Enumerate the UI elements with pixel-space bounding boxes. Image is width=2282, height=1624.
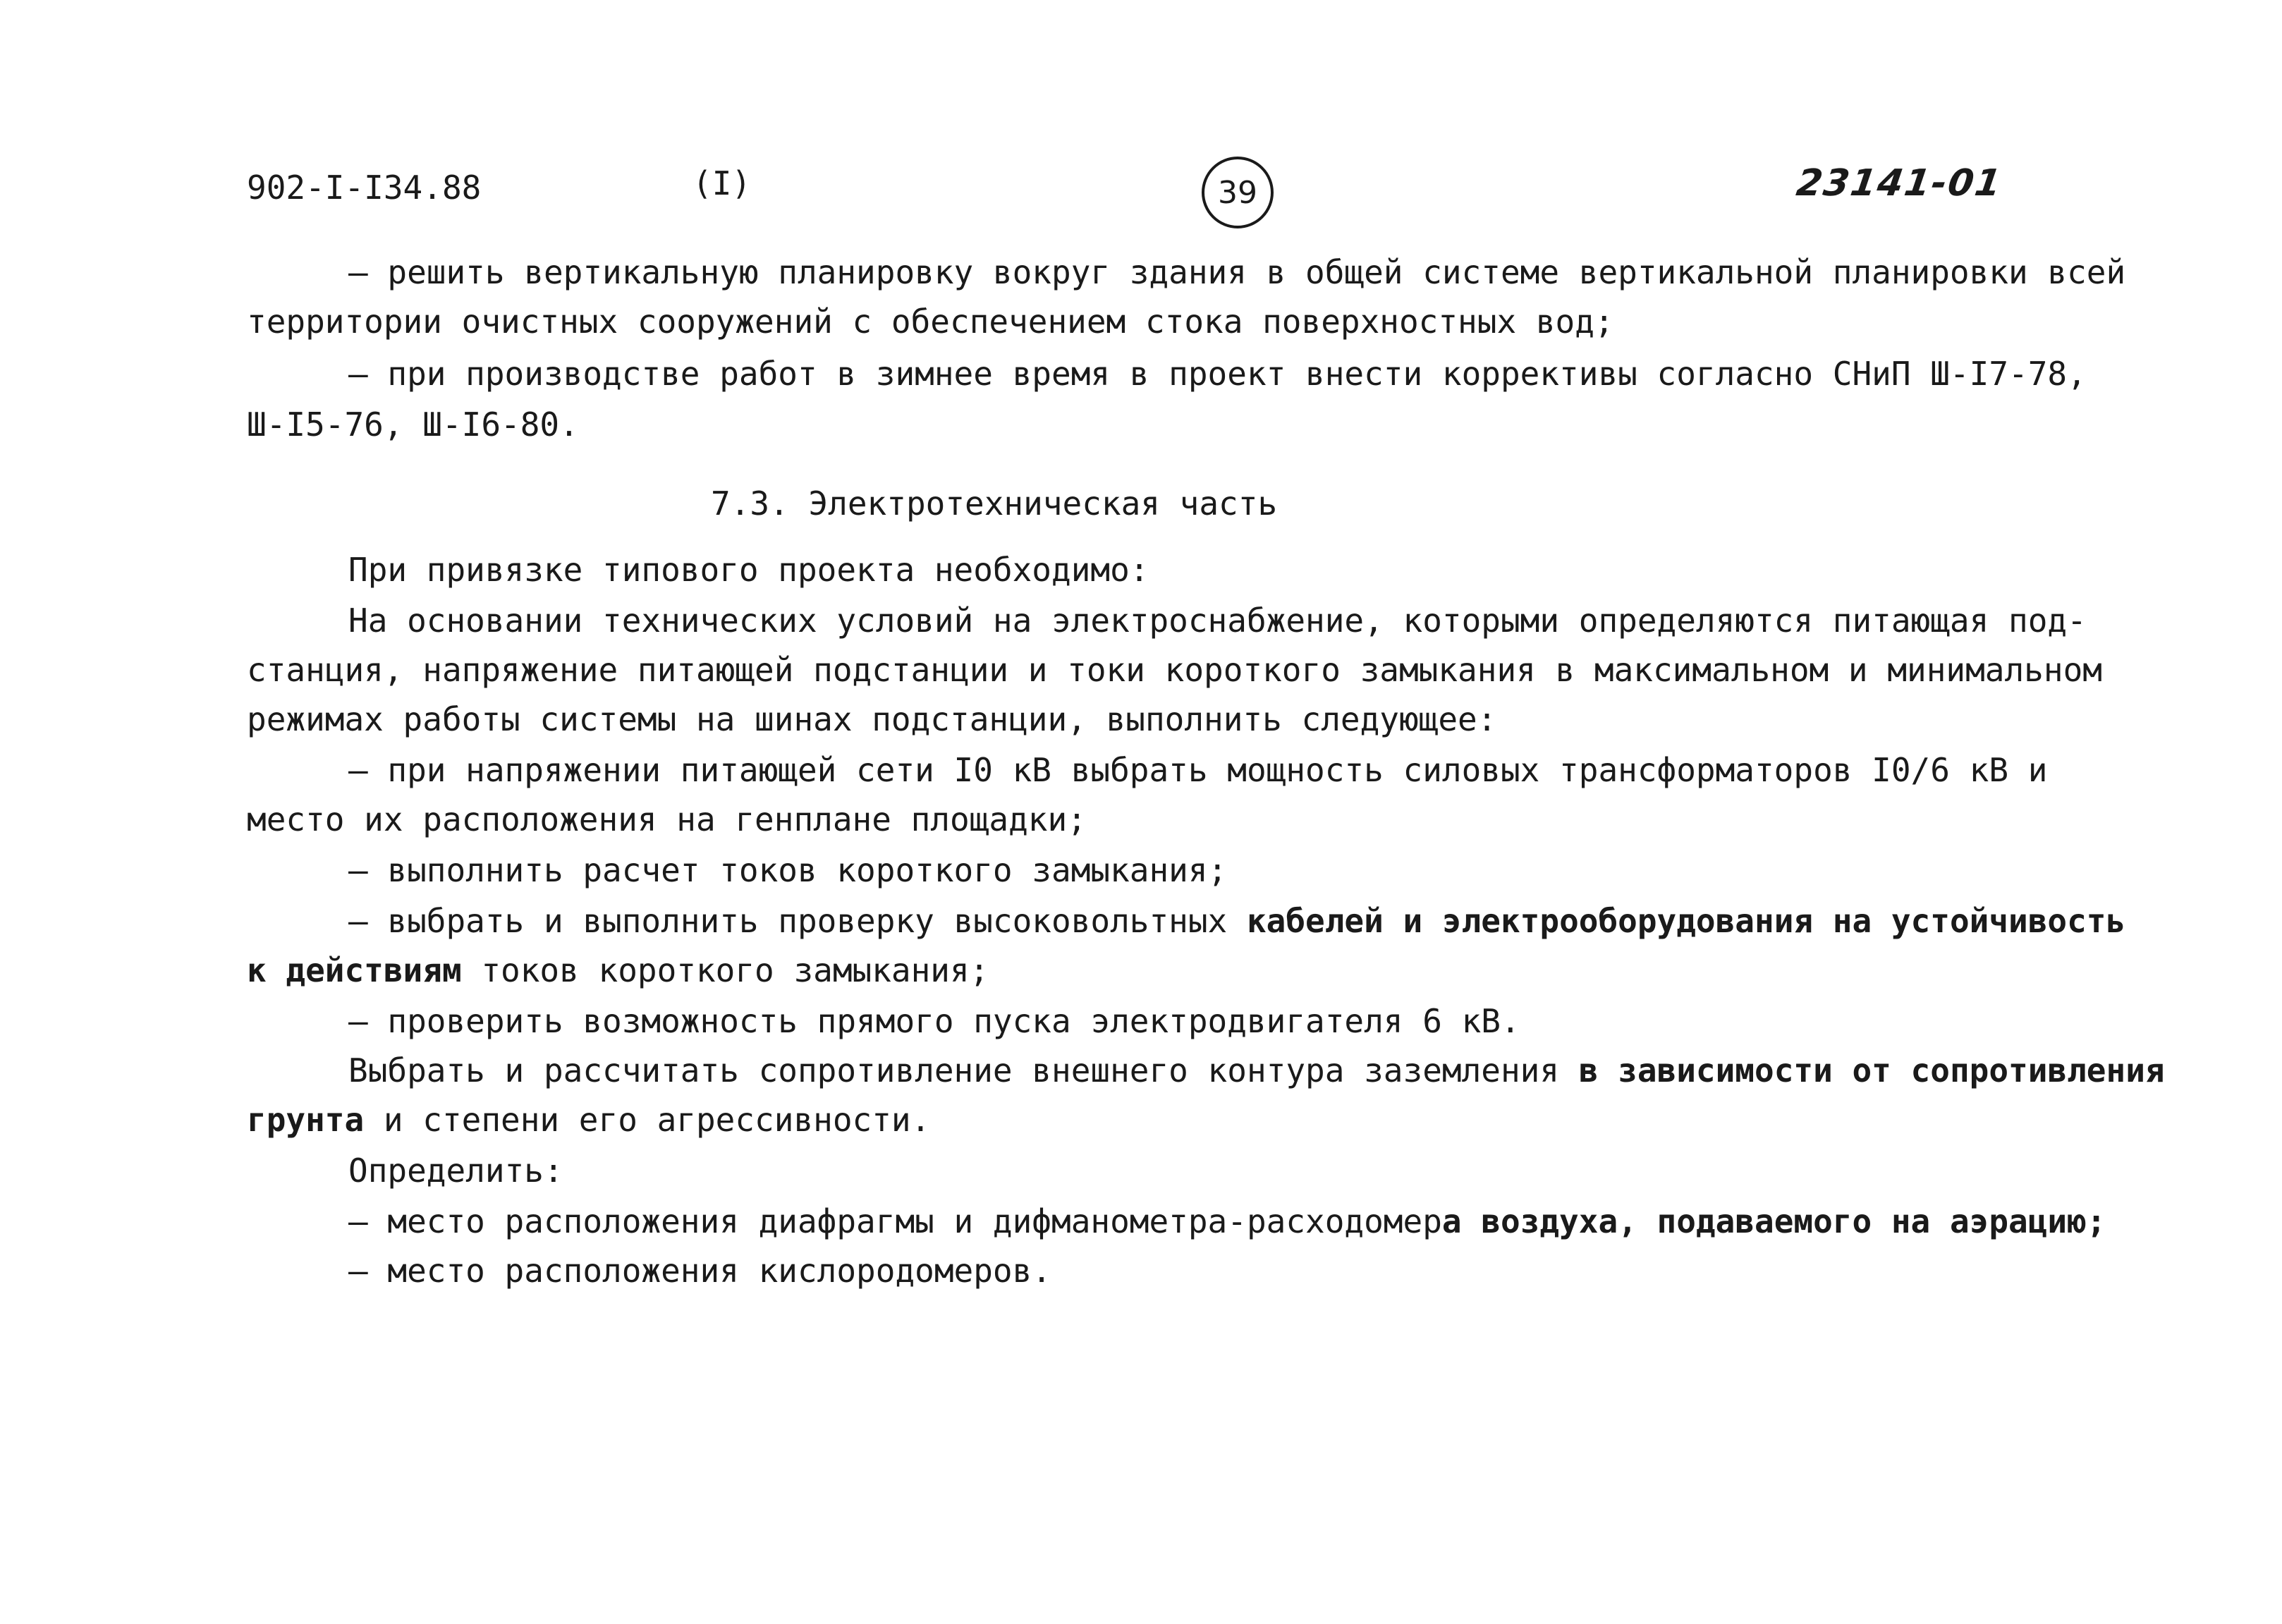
text-line-12-part-2: кабелей и электрооборудования на устойчивость — [1246, 902, 2126, 940]
text-line-18 — [348, 1200, 2106, 1243]
text-line-12-part-1: – выбрать и выполнить проверку высоковольтных — [348, 902, 1247, 940]
text-line-14: – проверить возможность прямого пуска электродвигателя 6 кВ. — [348, 1002, 1520, 1040]
text-line-4: Ш-I5-76, Ш-I6-80. — [247, 405, 579, 444]
text-line-1: – решить вертикальную планировку вокруг здания в общей системе вертикальной планировки всей — [348, 253, 2126, 291]
text-line-10: место их расположения на генплане площадки; — [247, 800, 1087, 838]
page-number: 39 — [1218, 174, 1257, 211]
text-line-16-part-2: и степени его агрессивности. — [364, 1101, 931, 1139]
text-line-19: – место расположения кислородомеров. — [348, 1252, 1051, 1290]
text-line-3: – при производстве работ в зимнее время в проект внести коррективы согласно СНиП Ш-I7-78, — [348, 355, 2087, 393]
page-number-circle — [1202, 157, 1274, 228]
text-line-15 — [348, 1049, 2165, 1092]
sheet-marker: (I) — [692, 164, 752, 202]
text-line-13 — [247, 949, 989, 991]
text-line-18-part-1: – место расположения диафрагмы и дифманометра-расходомер — [348, 1202, 1442, 1240]
text-line-6: На основании технических условий на электроснабжение, которыми определяются питающая под- — [348, 602, 2087, 640]
document-code: 902-I-I34.88 — [247, 169, 482, 207]
text-line-17: Определить: — [348, 1152, 563, 1190]
text-line-15-part-1: Выбрать и рассчитать сопротивление внешнего контура заземления — [348, 1051, 1579, 1089]
text-line-13-part-2: токов короткого замыкания; — [461, 951, 989, 989]
handwritten-inventory-number: 23141-01 — [1793, 162, 2006, 204]
text-line-11: – выполнить расчет токов короткого замыкания; — [348, 851, 1228, 889]
text-line-12 — [348, 900, 2125, 942]
text-line-16-part-1: грунта — [247, 1101, 365, 1139]
text-line-8: режимах работы системы на шинах подстанции, выполнить следующее: — [247, 700, 1497, 738]
text-line-18-part-2: а воздуха, подаваемого на аэрацию; — [1441, 1202, 2106, 1240]
text-line-13-part-1: к действиям — [247, 951, 462, 989]
text-line-16 — [247, 1099, 930, 1141]
text-line-2: территории очистных сооружений с обеспечением стока поверхностных вод; — [247, 303, 1614, 341]
text-line-15-part-2: в зависимости от сопротивления — [1578, 1051, 2165, 1089]
text-line-7: станция, напряжение питающей подстанции и токи короткого замыкания в максимальном и минимальном — [247, 651, 2102, 689]
section-heading: 7.3. Электротехническая часть — [711, 484, 1278, 523]
text-line-5: При привязке типового проекта необходимо: — [348, 551, 1149, 589]
text-line-9: – при напряжении питающей сети I0 кВ выбрать мощность силовых трансформаторов I0/6 кВ и — [348, 751, 2048, 789]
